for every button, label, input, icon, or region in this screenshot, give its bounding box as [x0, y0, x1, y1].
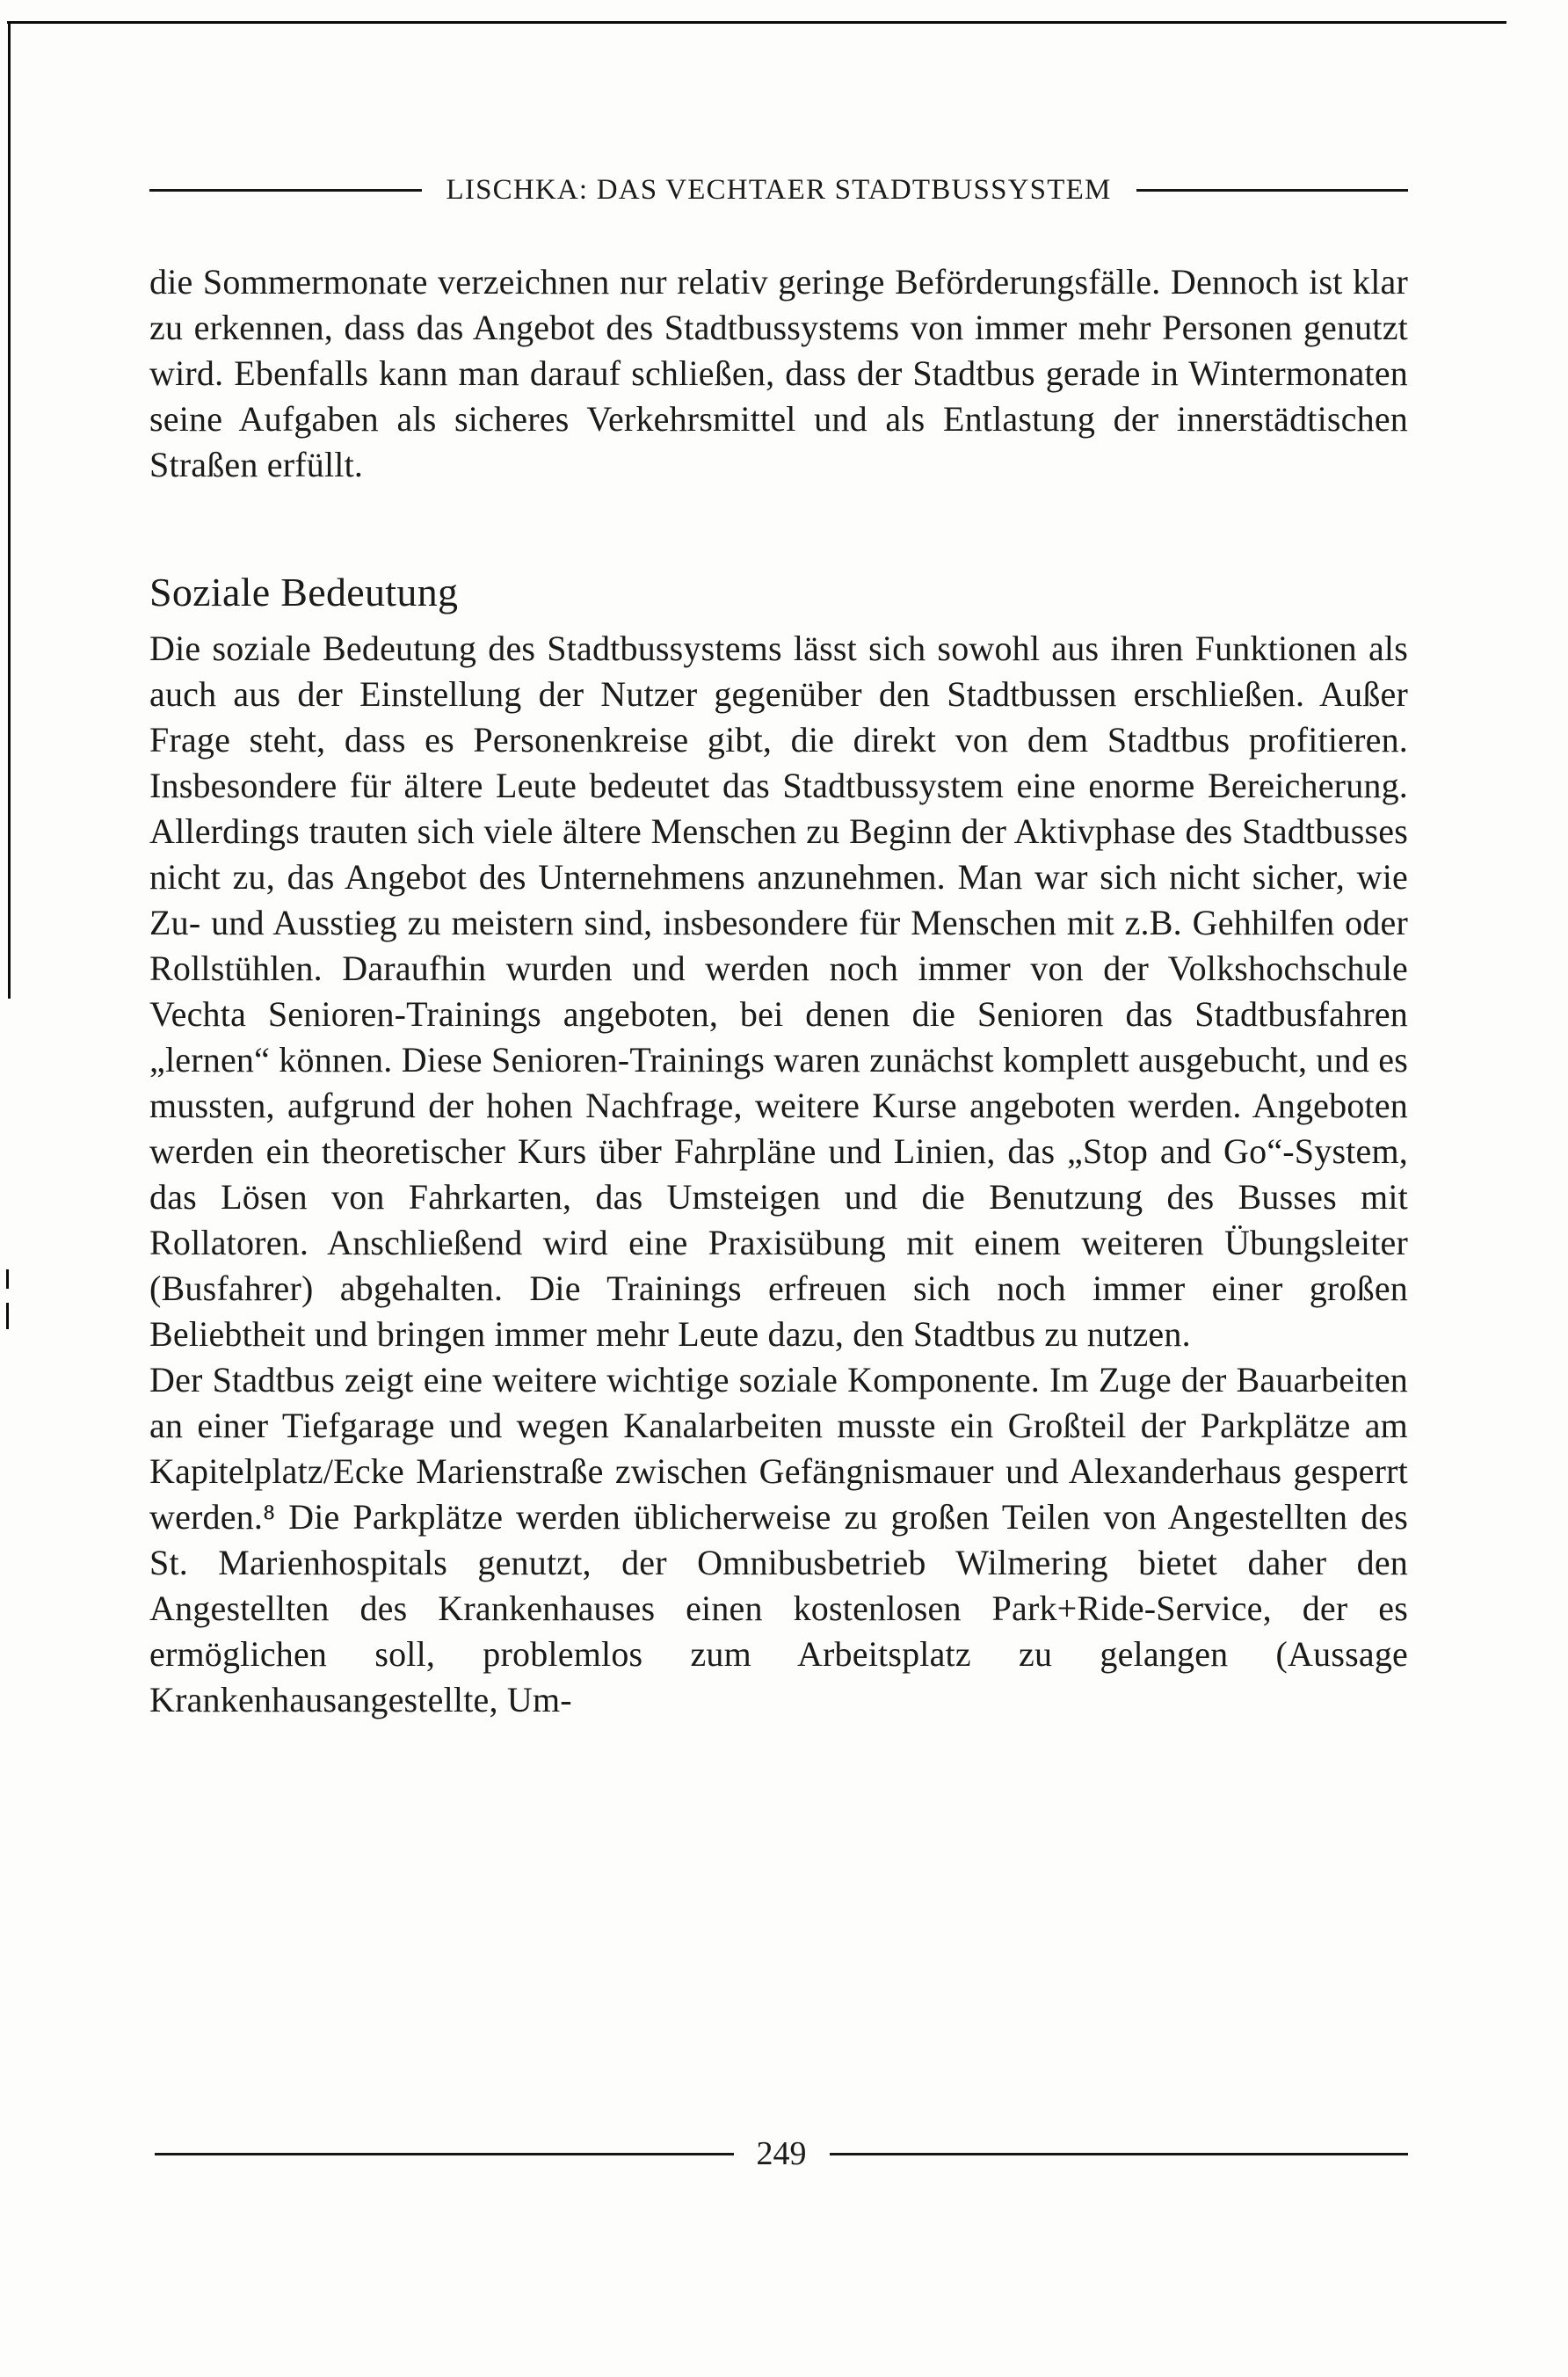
running-header [149, 174, 1408, 207]
scan-edge-mark [6, 1269, 9, 1289]
scan-edge-mark [6, 1303, 9, 1329]
paragraph-continued: die Sommermonate verzeichnen nur relativ geringe Beförderungsfälle. Dennoch ist klar zu erkennen, dass das Angebot des Stadtbussystems von immer mehr Personen genutzt wird. Ebenfalls kann man darauf schließen, dass der Stadtbus gerade in Wintermonaten seine Aufgaben als sicheres Verkehrsmittel und als Entlastung der innerstädtischen Straßen erfüllt. [149, 262, 1408, 484]
paragraph: Der Stadtbus zeigt eine weitere wichtige soziale Komponente. Im Zuge der Bauarbeiten an einer Tiefgarage und wegen Kanalarbeiten musste ein Großteil der Parkplätze am Kapitelplatz/Ecke Marienstraße zwischen Gefängnismauer und Alexanderhaus gesperrt werden.⁸ Die Parkplätze werden üblicherweise zu großen Teilen von Angestellten des St. Marienhospitals genutzt, der Omnibusbetrieb Wilmering bietet daher den Angestellten des Krankenhauses einen kostenlosen Park+Ride-Service, der es ermöglichen soll, problemlos zum Arbeitsplatz zu gelangen (Aussage Krankenhausangestellte, Um- [149, 1360, 1408, 1719]
header-rule-left [149, 189, 422, 192]
section-heading: Soziale Bedeutung [149, 570, 459, 614]
scan-edge-line-top [7, 21, 1506, 24]
page-number: 249 [756, 2135, 807, 2172]
page-content [149, 174, 1408, 1723]
footer-rule-right [830, 2153, 1409, 2155]
body-text [149, 259, 1408, 1723]
paragraph: Die soziale Bedeutung des Stadtbussystems lässt sich sowohl aus ihren Funktionen als auch aus der Einstellung der Nutzer gegenüber den Stadtbussen erschließen. Außer Frage steht, dass es Personenkreise gibt, die direkt von dem Stadtbus profitieren. Insbesondere für ältere Leute bedeutet das Stadtbussystem eine enorme Bereicherung. Allerdings trauten sich viele ältere Menschen zu Beginn der Aktivphase des Stadtbusses nicht zu, das Angebot des Unternehmens anzunehmen. Man war sich nicht sicher, wie Zu- und Ausstieg zu meistern sind, insbesondere für Menschen mit z.B. Gehhilfen oder Rollstühlen. Daraufhin wurden und werden noch immer von der Volkshochschule Vechta Senioren-Trainings angeboten, bei denen die Senioren das Stadtbusfahren „lernen“ können. Diese Senioren-Trainings waren zunächst komplett ausgebucht, und es mussten, aufgrund der hohen Nachfrage, weitere Kurse angeboten werden. Angeboten werden ein theoretischer Kurs über Fahrpläne und Linien, das „Stop and Go“-System, das Lösen von Fahrkarten, das Umsteigen und die Benutzung des Busses mit Rollatoren. Anschließend wird eine Praxisübung mit einem weiteren Übungsleiter (Busfahrer) abgehalten. Die Trainings erfreuen sich noch immer einer großen Beliebtheit und bringen immer mehr Leute dazu, den Stadtbus zu nutzen. [149, 629, 1408, 1354]
page-footer [155, 2134, 1408, 2173]
running-header-title: LISCHKA: DAS VECHTAER STADTBUSSYSTEM [446, 174, 1112, 206]
scan-edge-line-left [8, 21, 11, 999]
header-rule-right [1136, 189, 1409, 192]
footer-rule-left [155, 2153, 734, 2155]
